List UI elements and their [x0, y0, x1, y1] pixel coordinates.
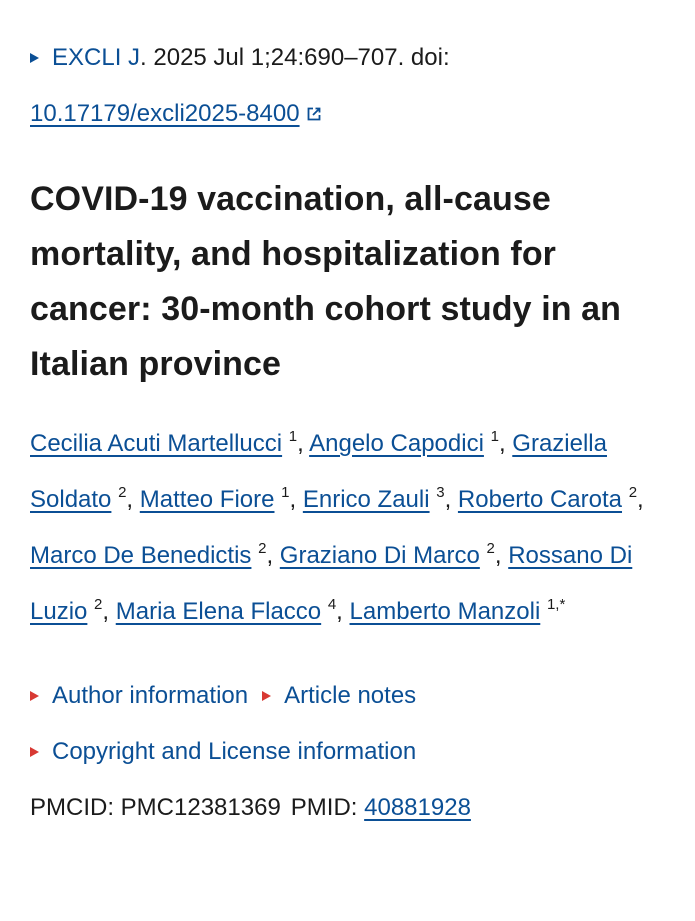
- doi-text: 10.17179/excli2025-8400: [30, 100, 300, 127]
- triangle-right-icon: [30, 691, 39, 701]
- author-affiliation: 2: [486, 540, 495, 557]
- pmcid-value: PMC12381369: [120, 794, 281, 821]
- author-affiliation: 1,*: [546, 596, 566, 613]
- pmcid-label: PMCID:: [30, 794, 121, 821]
- author-list: Cecilia Acuti Martellucci $^1$, Angelo Capodici $^1$, Graziella Soldato $^2$, Matteo Fiore $^1$, Enrico Zauli $^3$, Roberto Carota $^2$, Marco De Benedictis $^2$, Graziano Di Marco $^2$, Rossano Di Luzio $^2$, Maria Elena Flacco $^4$, Lamberto Manzoli $^{1,*}$: [30, 428, 644, 625]
- author-affiliation: 2: [94, 596, 103, 613]
- article-title: COVID-19 vaccination, all-cause mortality, and hospitalization for cancer: 30-month cohort study in an Italian province: [30, 180, 622, 383]
- triangle-right-icon: [30, 747, 39, 757]
- author-affiliation: 2: [118, 484, 127, 501]
- article-meta-links: [30, 668, 665, 780]
- author-affiliation: 4: [327, 596, 337, 613]
- copyright-label: Copyright and License information: [52, 738, 417, 765]
- author-information-toggle[interactable]: [30, 682, 248, 709]
- copyright-toggle[interactable]: [30, 738, 416, 765]
- author-information-label: Author information: [52, 682, 249, 709]
- journal-name: EXCLI J: [52, 44, 141, 71]
- pmid-link[interactable]: 40881928: [364, 794, 471, 821]
- author-affiliation: 2: [258, 540, 267, 557]
- author-link[interactable]: Lamberto Manzoli: [349, 598, 541, 625]
- citation-details: . 2025 Jul 1;24:690–707. doi:: [140, 44, 450, 71]
- triangle-right-icon: [262, 691, 271, 701]
- article-notes-label: Article notes: [284, 682, 417, 709]
- journal-link[interactable]: [30, 44, 140, 71]
- author-link[interactable]: Marco De Benedictis: [30, 542, 252, 569]
- author-link[interactable]: Graziella Soldato: [30, 430, 607, 513]
- author-link[interactable]: Enrico Zauli: [302, 486, 430, 513]
- triangle-right-icon: [30, 53, 39, 63]
- author-link[interactable]: Matteo Fiore: [139, 486, 275, 513]
- author-affiliation: 3: [436, 484, 445, 501]
- external-link-icon: [306, 106, 322, 122]
- author-affiliation: 1: [288, 428, 298, 445]
- article-ids: [30, 780, 665, 836]
- article-notes-toggle[interactable]: [262, 682, 416, 709]
- author-link[interactable]: Roberto Carota: [457, 486, 623, 513]
- author-link[interactable]: Cecilia Acuti Martellucci: [30, 430, 283, 457]
- pmid-label: PMID:: [290, 794, 365, 821]
- author-link[interactable]: Graziano Di Marco: [279, 542, 480, 569]
- author-link[interactable]: Rossano Di Luzio: [30, 542, 633, 625]
- author-affiliation: 2: [628, 484, 638, 501]
- citation: [30, 30, 665, 142]
- author-link[interactable]: Maria Elena Flacco: [115, 598, 322, 625]
- author-affiliation: 1: [490, 428, 499, 445]
- doi-link[interactable]: [30, 86, 322, 142]
- author-affiliation: 1: [281, 484, 290, 501]
- author-link[interactable]: Angelo Capodici: [309, 430, 484, 457]
